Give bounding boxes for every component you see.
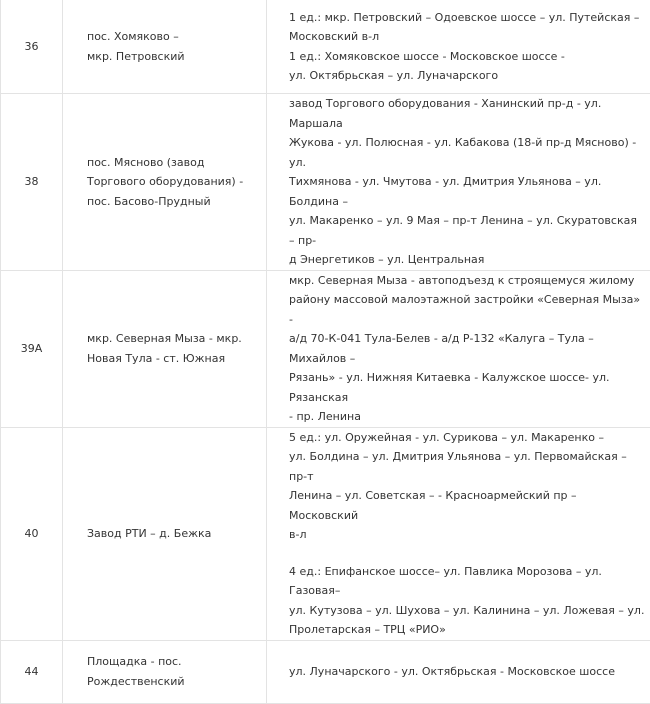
route-line: а/д 70-К-041 Тула-Белев - а/д Р-132 «Калуга – Тула – Михайлов – — [289, 332, 594, 365]
route-name-line: мкр. Северная Мыза - мкр. — [87, 332, 242, 345]
table-row — [1, 427, 650, 640]
route-line: ул. Кутузова – ул. Шухова – ул. Калинина – ул. Ложевая – ул. — [289, 604, 644, 617]
route-paragraph — [289, 271, 645, 427]
route-paragraph — [289, 428, 645, 545]
route-number: 44 — [1, 640, 63, 703]
route-line: 5 ед.: ул. Оружейная - ул. Сурикова – ул. Макаренко – — [289, 431, 604, 444]
route-line: Жукова - ул. Полюсная - ул. Кабакова (18-й пр-д Мясново) - ул. — [289, 136, 636, 169]
route-name — [63, 427, 267, 640]
route-description — [267, 94, 650, 271]
route-line: 1 ед.: Хомяковское шоссе - Московское шоссе - — [289, 50, 565, 63]
route-line: в-л — [289, 528, 306, 541]
route-line: ул. Макаренко – ул. 9 Мая – пр-т Ленина – ул. Скуратовская – пр- — [289, 214, 637, 247]
route-line: 4 ед.: Епифанское шоссе– ул. Павлика Морозова – ул. Газовая– — [289, 565, 602, 598]
table-row — [1, 0, 650, 94]
route-name-line: пос. Мясново (завод — [87, 156, 204, 169]
table-row — [1, 270, 650, 427]
route-description — [267, 270, 650, 427]
route-paragraph — [289, 47, 645, 86]
route-line: д Энергетиков – ул. Центральная — [289, 253, 484, 266]
route-name-line: Завод РТИ – д. Бежка — [87, 527, 211, 540]
route-number: 40 — [1, 427, 63, 640]
route-line: - пр. Ленина — [289, 410, 361, 423]
route-line: 1 ед.: мкр. Петровский – Одоевское шоссе – ул. Путейская – — [289, 11, 639, 24]
route-line: мкр. Северная Мыза - автоподъезд к строящемуся жилому — [289, 274, 634, 287]
route-name-line: пос. Хомяково – — [87, 30, 179, 43]
route-line: завод Торгового оборудования - Ханинский пр-д - ул. Маршала — [289, 97, 601, 130]
table-row — [1, 94, 650, 271]
route-name-line: Рождественский — [87, 675, 185, 688]
route-name — [63, 0, 267, 94]
route-description — [267, 427, 650, 640]
route-number: 36 — [1, 0, 63, 94]
route-name — [63, 270, 267, 427]
route-number: 38 — [1, 94, 63, 271]
route-paragraph — [289, 562, 645, 640]
route-line: району массовой малоэтажной застройки «Северная Мыза» - — [289, 293, 640, 326]
route-paragraph — [289, 94, 645, 270]
route-name-line: Торгового оборудования) - — [87, 175, 243, 188]
route-description — [267, 0, 650, 94]
route-line: Московский в-л — [289, 30, 379, 43]
route-name — [63, 94, 267, 271]
route-line: Тихмянова - ул. Чмутова - ул. Дмитрия Ульянова – ул. Болдина – — [289, 175, 601, 208]
route-line: ул. Луначарского - ул. Октябрьская - Московское шоссе — [289, 665, 615, 678]
table-row — [1, 640, 650, 703]
route-line: ул. Болдина – ул. Дмитрия Ульянова – ул. Первомайская – пр-т — [289, 450, 627, 483]
route-line: Пролетарская – ТРЦ «РИО» — [289, 623, 446, 636]
route-name-line: Площадка - пос. — [87, 655, 182, 668]
route-paragraph — [289, 8, 645, 47]
route-line: Рязань» - ул. Нижняя Китаевка - Калужское шоссе- ул. Рязанская — [289, 371, 610, 404]
route-description — [267, 640, 650, 703]
route-name-line: пос. Басово-Прудный — [87, 195, 211, 208]
route-name-line: мкр. Петровский — [87, 50, 185, 63]
route-line: ул. Октябрьская – ул. Луначарского — [289, 69, 498, 82]
route-line: Ленина – ул. Советская – - Красноармейский пр – Московский — [289, 489, 577, 522]
route-paragraph — [289, 662, 645, 682]
route-number: 39А — [1, 270, 63, 427]
route-name — [63, 640, 267, 703]
route-name-line: Новая Тула - ст. Южная — [87, 352, 225, 365]
